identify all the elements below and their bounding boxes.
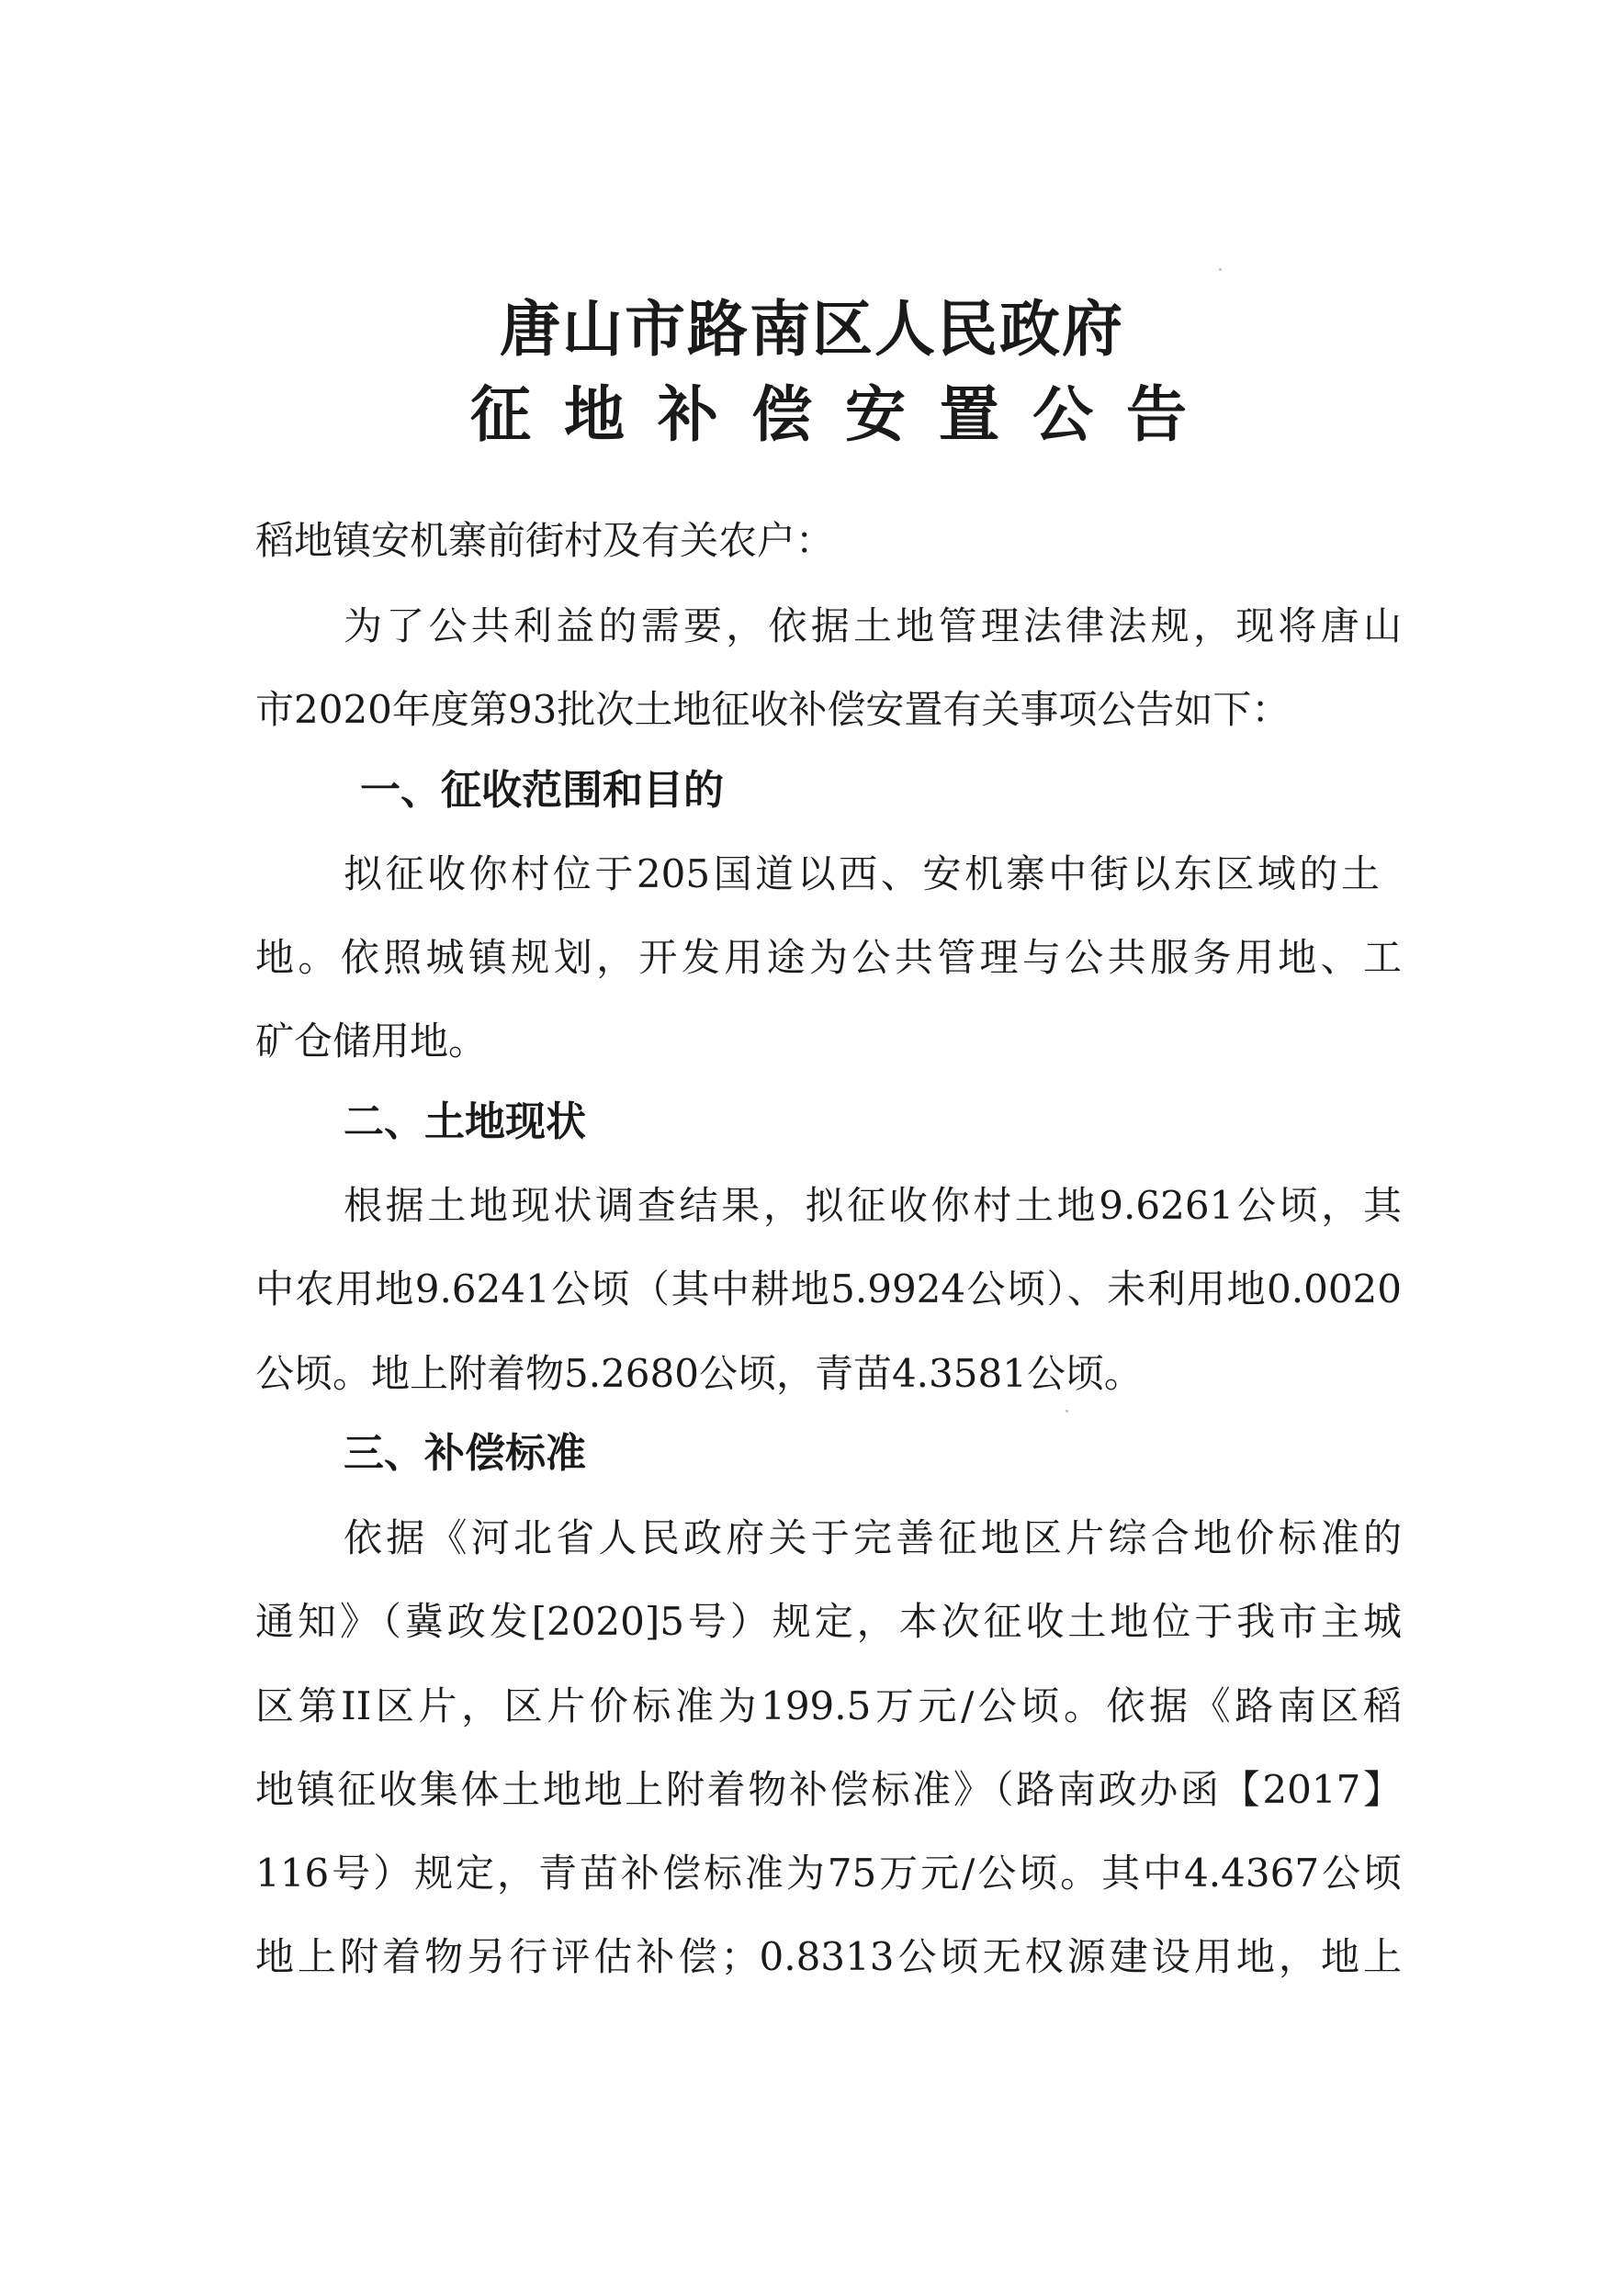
document-title: 唐山市路南区人民政府 [500, 293, 1124, 365]
section-1-line-2: 地。依照城镇规划，开发用途为公共管理与公共服务用地、工 [255, 935, 1402, 980]
section-1-line-1: 拟征收你村位于205国道以西、安机寨中街以东区域的土 [344, 851, 1380, 896]
section-3-line-6: 地上附着物另行评估补偿；0.8313公顷无权源建设用地，地上 [255, 1934, 1402, 1979]
section-heading-1: 一、征收范围和目的 [360, 767, 724, 814]
section-heading-3: 三、补偿标准 [344, 1430, 586, 1477]
salutation: 稻地镇安机寨前街村及有关农户： [255, 518, 835, 563]
section-2-line-1: 根据土地现状调查结果，拟征收你村土地9.6261公顷，其 [344, 1183, 1402, 1228]
section-heading-2: 二、土地现状 [344, 1098, 586, 1145]
section-3-line-3: 区第II区片，区片价标准为199.5万元/公顷。依据《路南区稻 [255, 1683, 1402, 1728]
document-subtitle: 征地补偿安置公告 [470, 378, 1220, 450]
scan-speck [1219, 268, 1222, 271]
section-2-line-3: 公顷。地上附着物5.2680公顷，青苗4.3581公顷。 [255, 1351, 1143, 1396]
section-3-line-1: 依据《河北省人民政府关于完善征地区片综合地价标准的 [344, 1515, 1402, 1560]
section-3-line-4: 地镇征收集体土地地上附着物补偿标准》（路南政办函【2017】 [255, 1767, 1402, 1812]
section-2-line-2: 中农用地9.6241公顷（其中耕地5.9924公顷）、未利用地0.0020 [255, 1266, 1402, 1311]
section-3-line-2: 通知》（冀政发[2020]5号）规定，本次征收土地位于我市主城 [255, 1599, 1402, 1644]
scan-speck [1066, 1410, 1068, 1412]
intro-line-2: 市2020年度第93批次土地征收补偿安置有关事项公告如下： [255, 687, 1291, 732]
section-1-line-3: 矿仓储用地。 [255, 1019, 488, 1064]
section-3-line-5: 116号）规定，青苗补偿标准为75万元/公顷。其中4.4367公顷 [255, 1851, 1402, 1896]
intro-line-1: 为了公共利益的需要，依据土地管理法律法规，现将唐山 [344, 603, 1402, 648]
